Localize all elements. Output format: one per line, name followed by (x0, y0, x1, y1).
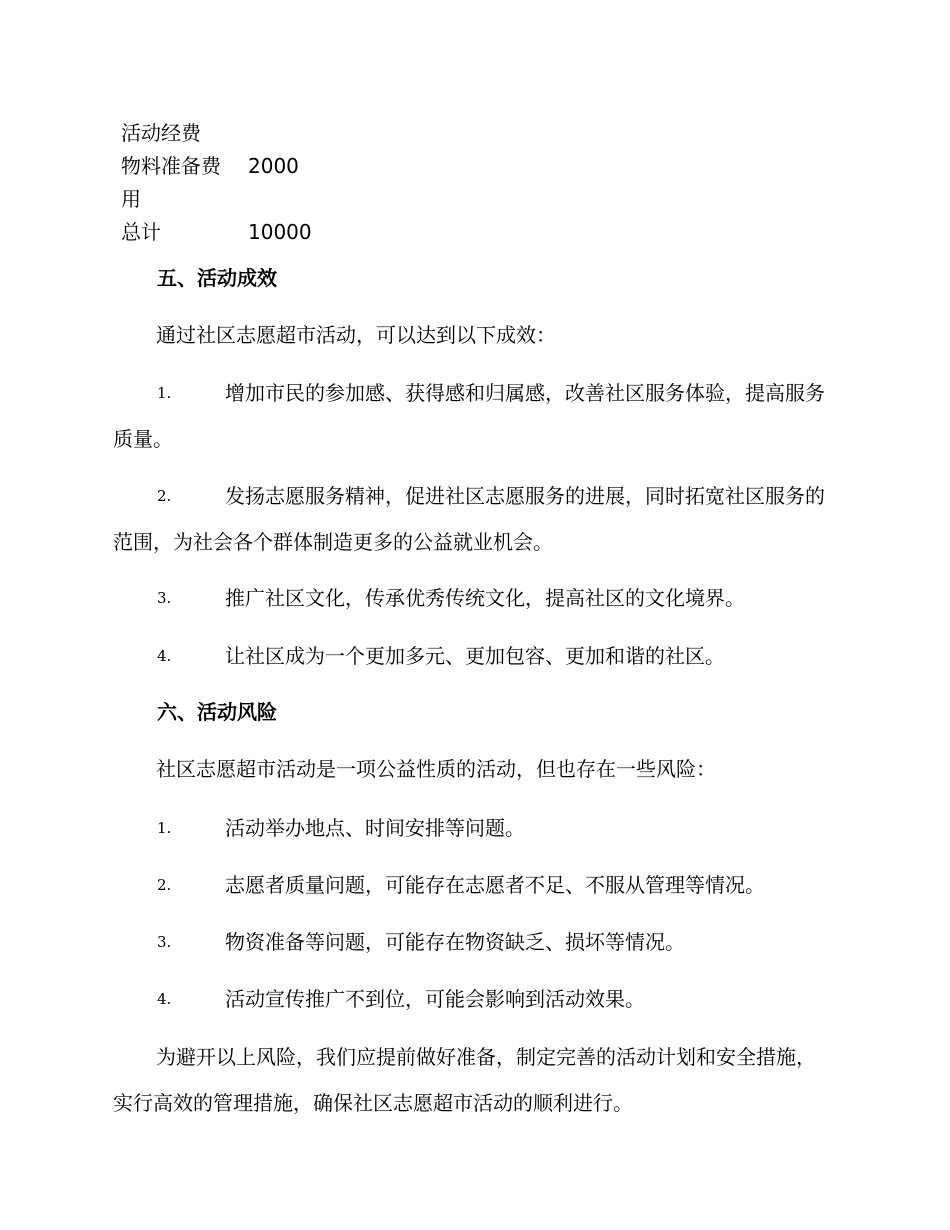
list-item-text: 物资准备等问题，可能存在物资缺乏、损坏等情况。 (225, 930, 685, 954)
budget-row-label: 物料准备费用 (121, 154, 221, 211)
list-item-number: 4. (157, 990, 172, 1008)
results-intro: 通过社区志愿超市活动，可以达到以下成效： (156, 323, 556, 347)
section-heading-risks: 六、活动风险 (157, 700, 277, 724)
list-item-number: 3. (157, 589, 172, 607)
list-item (113, 919, 833, 965)
list-item-number: 1. (157, 384, 172, 402)
list-item (113, 805, 833, 851)
budget-row-value: 2000 (248, 154, 299, 178)
budget-total-value: 10000 (248, 220, 312, 244)
list-item-text: 发扬志愿服务精神，促进社区志愿服务的进展，同时拓宽社区服务的范围，为社会各个群体制造更多的公益就业机会。 (113, 484, 825, 554)
budget-total-label: 总计 (121, 220, 161, 244)
list-item (113, 370, 833, 462)
list-item-text: 让社区成为一个更加多元、更加包容、更加和谐的社区。 (225, 644, 725, 668)
list-item-number: 4. (157, 647, 172, 665)
list-item-text: 推广社区文化，传承优秀传统文化，提高社区的文化境界。 (225, 586, 745, 610)
risks-conclusion: 为避开以上风险，我们应提前做好准备，制定完善的活动计划和安全措施，实行高效的管理措施，确保社区志愿超市活动的顺利进行。 (113, 1045, 816, 1115)
list-item (113, 633, 833, 679)
list-item-text: 活动举办地点、时间安排等问题。 (225, 816, 525, 840)
list-item (113, 976, 833, 1022)
list-item (113, 473, 833, 565)
list-item-number: 1. (157, 819, 172, 837)
list-item-number: 3. (157, 933, 172, 951)
list-item (113, 862, 833, 908)
budget-header: 活动经费 (121, 121, 201, 145)
list-item-number: 2. (157, 487, 172, 505)
list-item-text: 活动宣传推广不到位，可能会影响到活动效果。 (225, 987, 645, 1011)
list-item-number: 2. (157, 876, 172, 894)
list-item-text: 增加市民的参加感、获得感和归属感，改善社区服务体验，提高服务质量。 (113, 381, 825, 451)
list-item-text: 志愿者质量问题，可能存在志愿者不足、不服从管理等情况。 (225, 873, 765, 897)
list-item (113, 575, 833, 621)
section-heading-results: 五、活动成效 (157, 266, 277, 290)
risks-intro: 社区志愿超市活动是一项公益性质的活动，但也存在一些风险： (156, 757, 716, 781)
